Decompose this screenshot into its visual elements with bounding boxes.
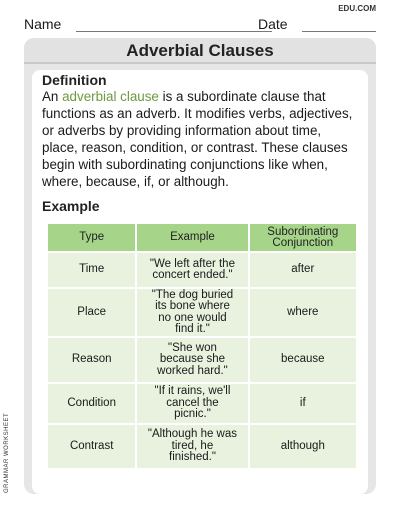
content-panel: [24, 38, 376, 494]
conjunction-cell: if: [249, 383, 357, 424]
table-row: [47, 337, 357, 383]
example-heading: Example: [42, 198, 100, 214]
type-cell: Contrast: [47, 424, 136, 469]
column-header-example: Example: [136, 223, 248, 252]
conjunction-cell: where: [249, 288, 357, 337]
name-label: Name: [24, 16, 62, 32]
example-cell: "She won because she worked hard.": [136, 337, 248, 383]
table-row: [47, 383, 357, 424]
type-cell: Reason: [47, 337, 136, 383]
type-cell: Time: [47, 252, 136, 288]
column-header-conjunction: Subordinating Conjunction: [249, 223, 357, 252]
content-card: [32, 70, 368, 494]
name-date-header: [24, 14, 376, 34]
conjunction-cell: because: [249, 337, 357, 383]
definition-term: adverbial clause: [62, 89, 159, 104]
example-cell: "The dog buried its bone where no one would find it.": [136, 288, 248, 337]
type-cell: Condition: [47, 383, 136, 424]
example-cell: "If it rains, we'll cancel the picnic.": [136, 383, 248, 424]
conjunction-cell: after: [249, 252, 357, 288]
title-bar: [24, 38, 376, 64]
table-header-row: [47, 223, 357, 252]
column-header-type: Type: [47, 223, 136, 252]
type-cell: Place: [47, 288, 136, 337]
definition-text: [42, 88, 360, 190]
side-category-label: GRAMMAR WORKSHEET: [4, 412, 10, 493]
definition-intro: An: [42, 89, 63, 104]
table-row: [47, 424, 357, 469]
definition-body: is a subordinate clause that functions as an adverb. It modifies verbs, adjectives, or adverbs by providing information about time, place, reason, condition, or contrast. These clauses begin with subordinating conjunctions like when, where, because, if, or although.: [42, 89, 353, 189]
table-row: [47, 252, 357, 288]
example-cell: "We left after the concert ended.": [136, 252, 248, 288]
date-label: Date: [258, 16, 288, 32]
examples-table: [46, 222, 358, 470]
page-title: Adverbial Clauses: [126, 41, 274, 60]
definition-heading: Definition: [42, 72, 107, 88]
name-write-line: [76, 31, 272, 32]
date-write-line: [302, 31, 376, 32]
table-row: [47, 288, 357, 337]
conjunction-cell: although: [249, 424, 357, 469]
brand-logo: EDU.COM: [338, 4, 376, 13]
example-cell: "Although he was tired, he finished.": [136, 424, 248, 469]
